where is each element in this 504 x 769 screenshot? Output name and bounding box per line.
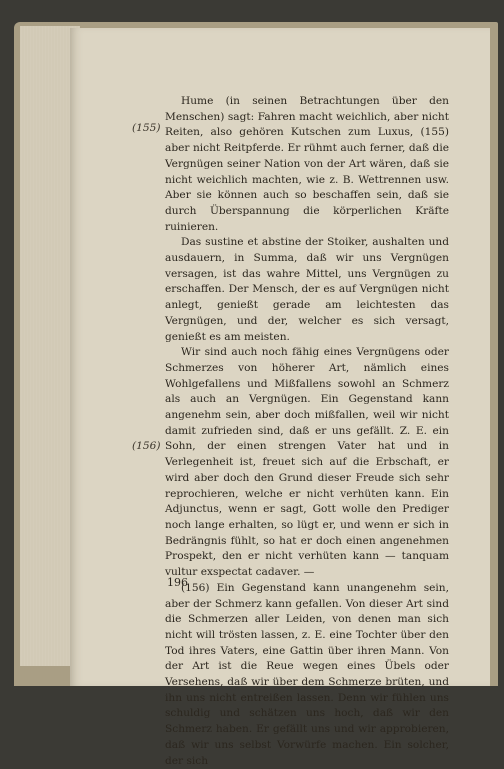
paragraph-156: (156) Ein Gegenstand kann unangenehm sein, aber der Schmerz kann gefallen. Von dieser Art sind die Schmerzen aller Leiden, von denen man sich nicht will trösten lassen, z. E. eine Tochter über den Tod ihres Vaters, eine Gattin über ihren Mann. Von der Art ist die Reue wegen eines Übels oder Versehens, daß wir über dem Schmerze brüten, und ihn uns nicht entreißen lassen. Denn wir fühlen uns schuldig und schätzen uns hoch, daß wir den Schmerz haben. Er gefällt uns und wir approbieren, daß wir uns selbst Vorwürfe machen. Ein solcher, der sich (165, 581, 449, 767)
margin-note-155: (155) (132, 122, 161, 134)
page-number: 196 (167, 576, 188, 589)
margin-note-156: (156) (132, 440, 161, 452)
paragraph-hume: Hume (in seinen Betrachtungen über den Menschen) sagt: Fahren macht weichlich, aber nicht Reiten, also gehören Kutschen zum Luxus, (155) aber nicht Reitpferde. Er rühmt auch ferner, daß die Vergnügen seiner Nation von der Art wären, daß sie nicht weichlich machten, wie z. B. Wettrennen usw. Aber sie können auch so beschaffen sein, daß sie durch Überspannung die körperlichen Kräfte ruinieren. (165, 95, 449, 233)
body-text (165, 94, 449, 769)
paragraph-hoehere-art: Wir sind auch noch fähig eines Vergnügens oder Schmerzes von höherer Art, nämlich eines Wohlgefallens und Mißfallens sowohl an Schmerz als auch an Vergnügen. Ein Gegenstand kann angenehm sein, aber doch mißfallen, weil wir nicht damit zufrieden sind, daß er uns gefällt. Z. E. ein Sohn, der einen strengen Vater hat und in Verlegenheit ist, freuet sich auf die Erbschaft, er wird aber doch den Grund dieser Freude sich sehr reprochieren, welche er nicht verhüten kann. Ein Adjunctus, wenn er sagt, Gott wolle den Prediger noch lange erhalten, so lügt er, und wenn er sich in Bedrängnis fühlt, so hat er doch einen angenehmen Prospekt, den er nicht verhüten kann — tanquam vultur exspectat cadaver. — (165, 346, 449, 579)
paragraph-stoiker: Das sustine et abstine der Stoiker, aushalten und ausdauern, in Summa, daß wir uns Vergnügen versagen, ist das wahre Mittel, uns Vergnügen zu erschaffen. Der Mensch, der es auf Vergnügen nicht anlegt, genießt gerade am leichtesten das Vergnügen, und der, welcher es sich versagt, genießt es am meisten. (165, 236, 449, 343)
